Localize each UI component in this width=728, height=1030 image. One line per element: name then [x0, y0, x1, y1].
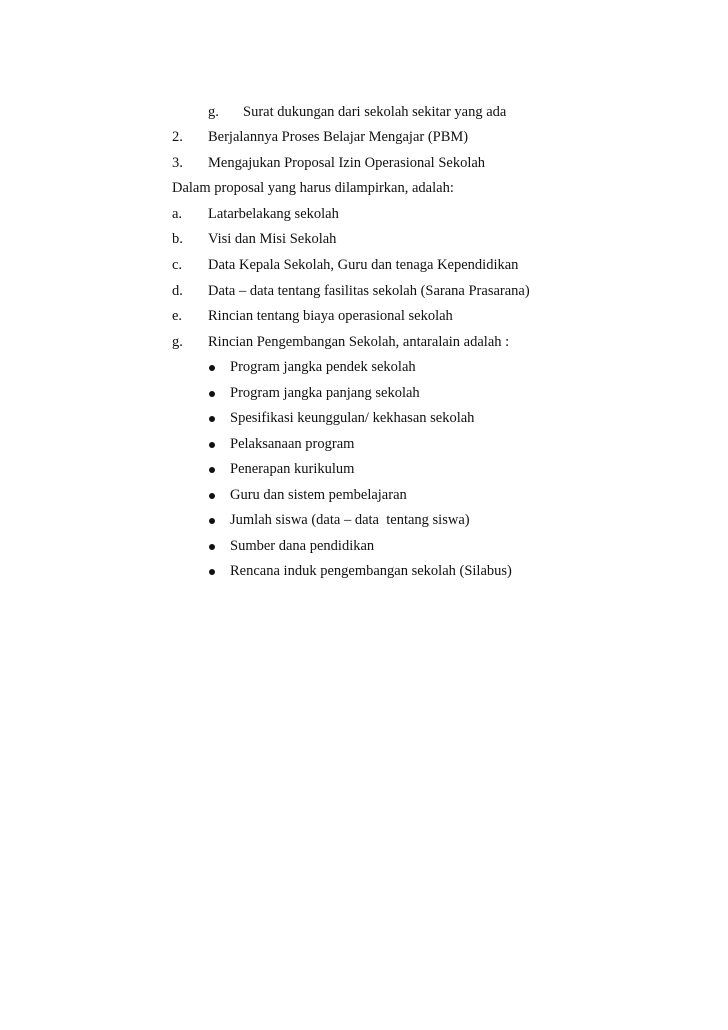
list-marker: 2.: [172, 129, 183, 145]
list-item-text: Latarbelakang sekolah: [208, 206, 339, 222]
list-item-text: Rincian Pengembangan Sekolah, antaralain adalah :: [208, 334, 510, 350]
bullet-icon: [209, 391, 215, 397]
bullet-icon: [209, 493, 215, 499]
list-item-text: Surat dukungan dari sekolah sekitar yang ada: [243, 104, 507, 120]
list-item-text: Data – data tentang fasilitas sekolah (Sarana Prasarana): [208, 283, 530, 299]
section-heading: Dalam proposal yang harus dilampirkan, adalah:: [172, 180, 454, 196]
bullet-icon: [209, 365, 215, 371]
list-marker: d.: [172, 283, 183, 299]
bullet-item-text: Spesifikasi keunggulan/ kekhasan sekolah: [230, 410, 475, 426]
bullet-item-text: Pelaksanaan program: [230, 436, 355, 452]
list-item-text: Berjalannya Proses Belajar Mengajar (PBM): [208, 129, 469, 145]
list-marker: c.: [172, 257, 183, 273]
list-marker: 3.: [172, 155, 183, 171]
bullet-item-text: Rencana induk pengembangan sekolah (Silabus): [230, 563, 512, 579]
bullet-item-text: Sumber dana pendidikan: [230, 538, 375, 554]
list-marker: e.: [172, 308, 183, 324]
list-marker: b.: [172, 231, 183, 247]
bullet-icon: [209, 467, 215, 473]
bullet-icon: [209, 544, 215, 550]
list-item-text: Data Kepala Sekolah, Guru dan tenaga Kependidikan: [208, 257, 519, 273]
list-item-text: Mengajukan Proposal Izin Operasional Sekolah: [208, 155, 486, 171]
bullet-icon: [209, 518, 215, 524]
list-marker: g.: [172, 334, 183, 350]
bullet-item-text: Guru dan sistem pembelajaran: [230, 487, 407, 503]
list-item-text: Visi dan Misi Sekolah: [208, 231, 337, 247]
bullet-item-text: Program jangka panjang sekolah: [230, 385, 420, 401]
bullet-icon: [209, 569, 215, 575]
bullet-item-text: Penerapan kurikulum: [230, 461, 355, 477]
list-marker: a.: [172, 206, 183, 222]
list-item-text: Rincian tentang biaya operasional sekolah: [208, 308, 453, 324]
bullet-icon: [209, 442, 215, 448]
bullet-icon: [209, 416, 215, 422]
bullet-item-text: Program jangka pendek sekolah: [230, 359, 416, 375]
bullet-item-text: Jumlah siswa (data – data tentang siswa): [230, 512, 470, 528]
list-marker: g.: [208, 104, 219, 120]
